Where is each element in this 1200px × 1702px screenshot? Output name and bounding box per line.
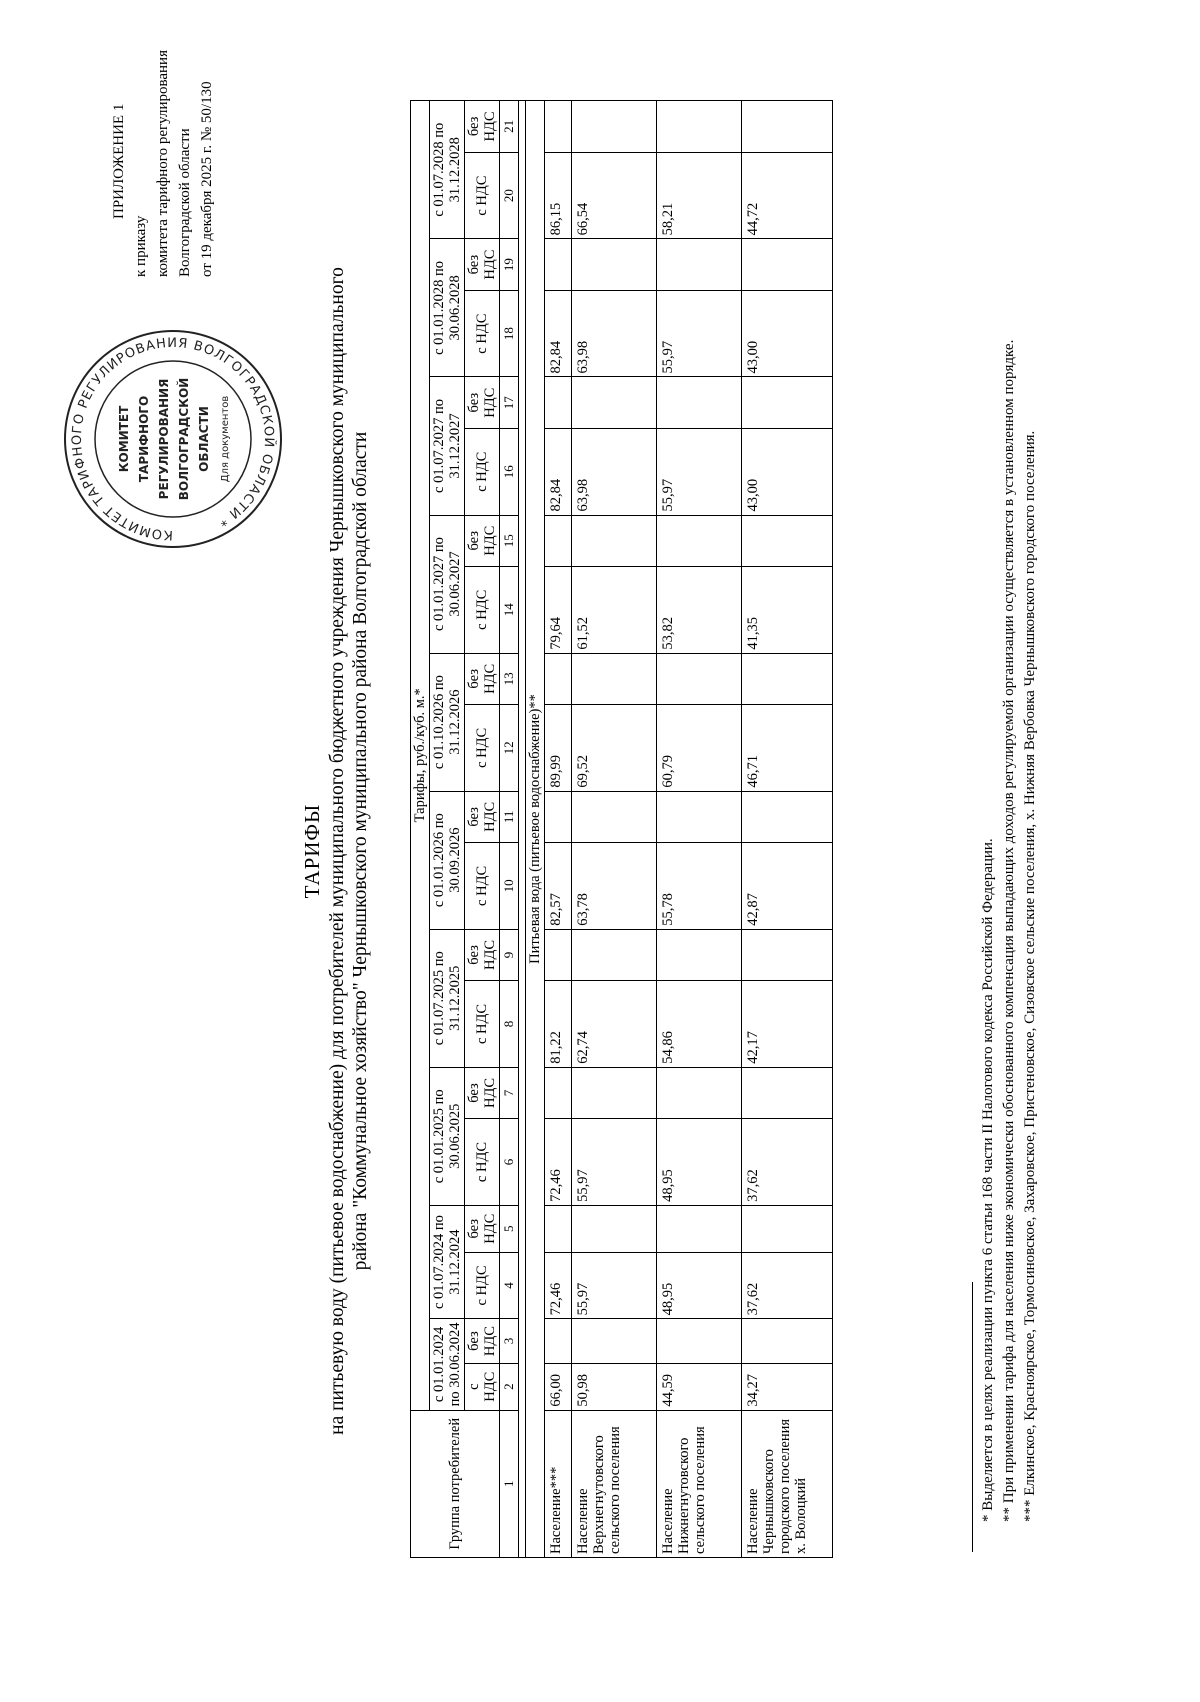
tariff-value-cell (657, 1067, 742, 1118)
column-number: 12 (500, 705, 519, 792)
tariff-value-cell (545, 791, 572, 842)
tariff-value-cell (572, 1067, 657, 1118)
tariff-value-cell (742, 515, 833, 566)
column-number: 13 (500, 653, 519, 704)
tariff-value-cell (742, 653, 833, 704)
tariff-value-cell (742, 929, 833, 980)
tariff-value-cell (657, 653, 742, 704)
without-vat-header: без НДС (465, 515, 500, 566)
tariff-value-cell (657, 1319, 742, 1363)
stamp-text-line: ВОЛГОГРАДСКОЙ (177, 377, 191, 501)
tariff-value-cell (572, 515, 657, 566)
tariff-value-cell: 62,74 (572, 981, 657, 1068)
footnote-2: ** При применении тарифа для населения ниже экономически обоснованного компенсация выпадающих доходов регулируемой организации осуществляется в установленном порядке. (1001, 339, 1017, 1522)
stamp-seal-mark (58, 324, 288, 554)
tariff-value-cell: 82,84 (545, 290, 572, 377)
consumer-group-cell: Население Верхнегнутовского сельского поселения (572, 1410, 657, 1557)
tariff-value-cell (657, 377, 742, 428)
footnotes (978, 92, 1041, 1552)
tariff-value-cell: 66,00 (545, 1363, 572, 1410)
with-vat-header: с НДС (465, 152, 500, 239)
with-vat-header: с НДС (465, 843, 500, 930)
vat-header-row (465, 101, 500, 1558)
tariff-value-cell: 66,54 (572, 152, 657, 239)
committee-line: комитета тарифного регулирования (155, 50, 171, 277)
column-number: 11 (500, 791, 519, 842)
tariff-value-cell: 44,72 (742, 152, 833, 239)
tariff-value-cell: 86,15 (545, 152, 572, 239)
tariff-value-cell (572, 653, 657, 704)
tariff-value-cell (742, 1067, 833, 1118)
column-number: 21 (500, 101, 519, 153)
svg-text:КОМИТЕТ ТАРИФНОГО РЕГУЛИРОВАНИ (70, 336, 277, 542)
column-number: 10 (500, 843, 519, 930)
period-header-row (430, 101, 465, 1558)
tariff-value-cell: 72,46 (545, 1119, 572, 1206)
tariff-value-cell: 54,86 (657, 981, 742, 1068)
tariff-value-cell (742, 377, 833, 428)
column-number: 3 (500, 1319, 519, 1363)
appendix-label: ПРИЛОЖЕНИЕ 1 (111, 103, 127, 219)
with-vat-header: с НДС (465, 705, 500, 792)
section-row (526, 101, 545, 1558)
consumer-group-cell: Население Чернышковского городского поселения х. Волоцкий (742, 1410, 833, 1557)
approval-block (108, 0, 218, 277)
tariff-table (410, 100, 833, 1558)
footnote-3: *** Елкинское, Красноярское, Тормосиновское, Захаровское, Пристеновское, Сизовское сельские поселения, х. Нижняя Вербовка Чернышковского городского поселения. (1022, 430, 1038, 1522)
tariff-value-cell: 55,78 (657, 843, 742, 930)
without-vat-header: без НДС (465, 101, 500, 153)
period-header: с 01.01.2026 по 30.09.2026 (430, 791, 465, 929)
table-row (742, 101, 833, 1558)
column-number: 5 (500, 1205, 519, 1252)
tariff-value-cell: 37,62 (742, 1252, 833, 1319)
order-date-line: от 19 декабря 2025 г. № 50/130 (199, 81, 215, 277)
tariff-value-cell (657, 101, 742, 153)
period-header: с 01.01.2025 по 30.06.2025 (430, 1067, 465, 1205)
tariff-value-cell: 42,17 (742, 981, 833, 1068)
without-vat-header: без НДС (465, 1205, 500, 1252)
without-vat-header: без НДС (465, 239, 500, 290)
tariff-value-cell (545, 101, 572, 153)
with-vat-header: с НДС (465, 1252, 500, 1319)
period-header: с 01.10.2026 по 31.12.2026 (430, 653, 465, 791)
stamp-text-line: РЕГУЛИРОВАНИЯ (157, 378, 171, 500)
stamp-text-line: КОМИТЕТ (117, 405, 131, 473)
column-number: 9 (500, 929, 519, 980)
tariff-value-cell: 37,62 (742, 1119, 833, 1206)
column-number: 7 (500, 1067, 519, 1118)
without-vat-header: без НДС (465, 653, 500, 704)
with-vat-header: с НДС (465, 1363, 500, 1410)
column-number: 14 (500, 567, 519, 654)
region-line: Волгоградской области (177, 128, 193, 277)
tariff-value-cell (742, 791, 833, 842)
tariff-value-cell: 55,97 (657, 290, 742, 377)
footnote-divider (972, 1282, 973, 1552)
with-vat-header: с НДС (465, 981, 500, 1068)
tariff-value-cell: 79,64 (545, 567, 572, 654)
tariff-value-cell (657, 239, 742, 290)
without-vat-header: без НДС (465, 929, 500, 980)
section-title: Питьевая вода (питьевое водоснабжение)** (526, 101, 545, 1558)
spacer-row (519, 101, 526, 1558)
without-vat-header: без НДС (465, 791, 500, 842)
with-vat-header: с НДС (465, 567, 500, 654)
tariff-value-cell (572, 239, 657, 290)
tariff-value-cell: 46,71 (742, 705, 833, 792)
with-vat-header: с НДС (465, 1119, 500, 1206)
subtitle-line: на питьевую воду (питьевое водоснабжение) для потребителей муниципального бюджетного учреждения Чернышковского муниципального (327, 267, 348, 1435)
document-title: ТАРИФЫ (300, 803, 324, 899)
tariff-value-cell: 82,84 (545, 428, 572, 515)
tariff-value-cell: 82,57 (545, 843, 572, 930)
column-number-row (500, 101, 519, 1558)
table-row (545, 101, 572, 1558)
tariff-value-cell (545, 1319, 572, 1363)
tariff-value-cell: 69,52 (572, 705, 657, 792)
column-number: 1 (500, 1410, 519, 1557)
tariff-value-cell: 42,87 (742, 843, 833, 930)
tariff-value-cell (545, 929, 572, 980)
tariff-value-cell: 53,82 (657, 567, 742, 654)
stamp-ring-text: КОМИТЕТ ТАРИФНОГО РЕГУЛИРОВАНИЯ ВОЛГОГРАДСКОЙ ОБЛАСТИ * (69, 335, 277, 543)
tariff-value-cell: 48,95 (657, 1119, 742, 1206)
tariff-value-cell: 41,35 (742, 567, 833, 654)
tariff-value-cell (545, 239, 572, 290)
column-number: 18 (500, 290, 519, 377)
tariff-value-cell: 63,98 (572, 290, 657, 377)
column-number: 6 (500, 1119, 519, 1206)
tariff-value-cell (742, 1205, 833, 1252)
table-header-row (411, 101, 430, 1558)
stamp-text-line: ТАРИФНОГО (137, 395, 151, 483)
tariff-value-cell: 48,95 (657, 1252, 742, 1319)
official-stamp (58, 324, 288, 554)
order-ref-line: к приказу (133, 215, 149, 277)
tariff-value-cell: 63,98 (572, 428, 657, 515)
period-header: с 01.07.2024 по 31.12.2024 (430, 1205, 465, 1318)
group-header: Группа потребителей (411, 1410, 500, 1557)
with-vat-header: с НДС (465, 428, 500, 515)
table-row (572, 101, 657, 1558)
column-number: 16 (500, 428, 519, 515)
tariff-value-cell: 43,00 (742, 428, 833, 515)
tariff-value-cell: 58,21 (657, 152, 742, 239)
tariff-value-cell: 72,46 (545, 1252, 572, 1319)
stamp-text-line: Для документов (220, 395, 231, 483)
tariff-value-cell (545, 653, 572, 704)
tariff-value-cell: 43,00 (742, 290, 833, 377)
tariff-value-cell (572, 1319, 657, 1363)
tariff-value-cell (742, 1319, 833, 1363)
consumer-group-cell: Население Нижнегнутовского сельского поселения (657, 1410, 742, 1557)
column-number: 19 (500, 239, 519, 290)
tariff-value-cell: 63,78 (572, 843, 657, 930)
tariff-value-cell (657, 1205, 742, 1252)
without-vat-header: без НДС (465, 377, 500, 428)
table-row (657, 101, 742, 1558)
tariff-value-cell (657, 515, 742, 566)
tariff-value-cell: 55,97 (657, 428, 742, 515)
column-number: 20 (500, 152, 519, 239)
with-vat-header: с НДС (465, 290, 500, 377)
tariff-value-cell (572, 1205, 657, 1252)
tariff-value-cell (572, 929, 657, 980)
consumer-group-cell: Население*** (545, 1410, 572, 1557)
tariff-value-cell: 60,79 (657, 705, 742, 792)
spacer-cell (519, 101, 526, 1558)
tariff-value-cell (545, 1205, 572, 1252)
column-number: 17 (500, 377, 519, 428)
tariff-value-cell: 44,59 (657, 1363, 742, 1410)
column-number: 2 (500, 1363, 519, 1410)
tariff-value-cell: 81,22 (545, 981, 572, 1068)
tariff-value-cell (545, 515, 572, 566)
period-header: с 01.07.2028 по 31.12.2028 (430, 101, 465, 239)
document-subtitle (326, 170, 372, 1532)
period-header: с 01.01.2024 по 30.06.2024 (430, 1319, 465, 1410)
tariff-value-cell (742, 101, 833, 153)
footnote-1: * Выделяется в целях реализации пункта 6 статьи 168 части II Налогового кодекса Российской Федерации. (980, 838, 996, 1522)
tariff-value-cell (545, 377, 572, 428)
tariff-value-cell (572, 101, 657, 153)
subtitle-line: района "Коммунальное хозяйство" Чернышковского муниципального района Волгоградской области (350, 431, 371, 1271)
tariff-value-cell (742, 239, 833, 290)
tariff-value-cell: 61,52 (572, 567, 657, 654)
period-header: с 01.01.2027 по 30.06.2027 (430, 515, 465, 653)
period-header: с 01.01.2028 по 30.06.2028 (430, 239, 465, 377)
column-number: 15 (500, 515, 519, 566)
tariff-value-cell: 89,99 (545, 705, 572, 792)
column-number: 8 (500, 981, 519, 1068)
tariff-value-cell (572, 377, 657, 428)
without-vat-header: без НДС (465, 1067, 500, 1118)
tariff-value-cell: 55,97 (572, 1119, 657, 1206)
period-header: с 01.07.2025 по 31.12.2025 (430, 929, 465, 1067)
tariff-value-cell (545, 1067, 572, 1118)
tariff-value-cell: 55,97 (572, 1252, 657, 1319)
tariffs-header: Тарифы, руб./куб. м.* (411, 101, 430, 1411)
tariff-value-cell: 50,98 (572, 1363, 657, 1410)
without-vat-header: без НДС (465, 1319, 500, 1363)
period-header: с 01.07.2027 по 31.12.2027 (430, 377, 465, 515)
stamp-text-line: ОБЛАСТИ (197, 406, 211, 472)
table-body (545, 101, 833, 1558)
tariff-value-cell: 34,27 (742, 1363, 833, 1410)
column-number: 4 (500, 1252, 519, 1319)
tariff-value-cell (657, 929, 742, 980)
tariff-value-cell (572, 791, 657, 842)
tariff-value-cell (657, 791, 742, 842)
